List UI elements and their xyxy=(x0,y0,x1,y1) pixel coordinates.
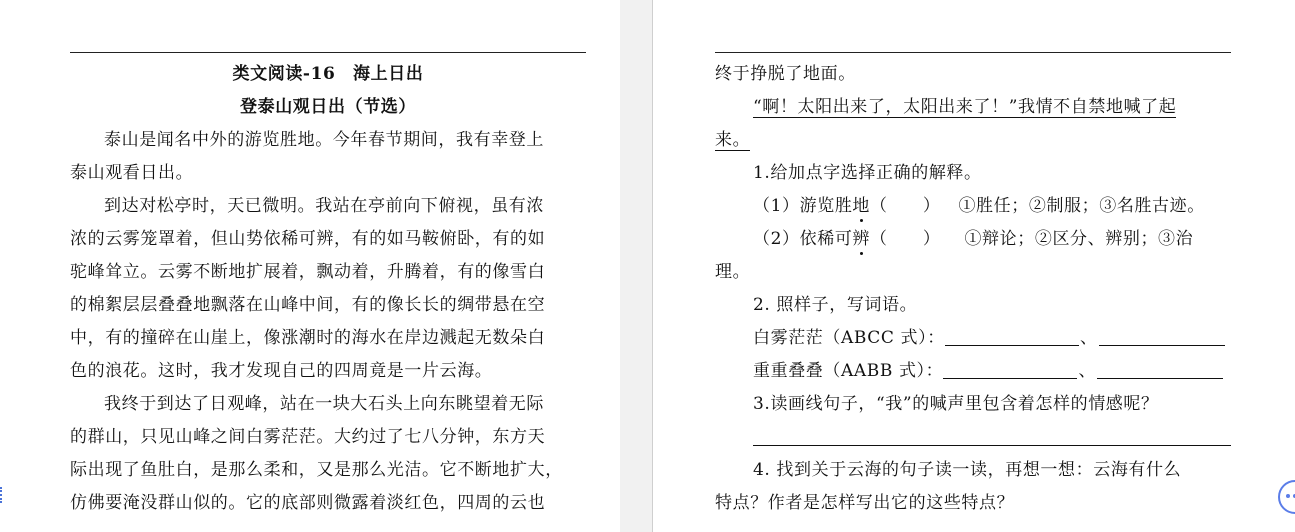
question-1: 1.给加点字选择正确的解释。 xyxy=(753,163,982,183)
answer-line[interactable] xyxy=(753,445,1231,446)
underlined-sentence xyxy=(715,91,1231,124)
answer-space xyxy=(715,421,1231,454)
dotted-character: 地 xyxy=(852,196,871,216)
passage-line: 到达对松亭时，天已微明。我站在亭前向下俯视，虽有浓 xyxy=(104,196,544,216)
question-4-continued: 特点？作者是怎样写出它的这些特点？ xyxy=(715,493,1015,513)
left-page xyxy=(0,0,621,532)
passage-line: 色的浪花。这时，我才发现自己的四周竟是一片云海。 xyxy=(70,361,493,381)
question-4: 4. 找到关于云海的句子读一读，再想一想：云海有什么 xyxy=(753,460,1182,480)
passage-line: 中，有的撞碎在山崖上，像涨潮时的海水在岸边溅起无数朵白 xyxy=(70,328,546,348)
passage-line: 际出现了鱼肚白，是那么柔和，又是那么光洁。它不断地扩大， xyxy=(70,460,563,480)
right-page xyxy=(652,0,1295,532)
question-1-item-1 xyxy=(715,190,1231,223)
passage-line: 泰山是闻名中外的游览胜地。今年春节期间，我有幸登上 xyxy=(104,130,544,150)
item-options: ①辩论；②区分、辨别；③治 xyxy=(964,229,1194,249)
answer-blank[interactable] xyxy=(1097,360,1223,379)
item-label: 重重叠叠（AABB 式）： xyxy=(753,361,944,381)
dotted-character: 辨 xyxy=(852,229,871,249)
passage-line: 终于挣脱了地面。 xyxy=(715,64,856,84)
edge-marker xyxy=(0,487,6,503)
page-title: 类文阅读-16 海上日出 xyxy=(232,64,424,84)
item-options-continued: 理。 xyxy=(715,262,751,282)
underlined-text: 来。 xyxy=(715,130,751,150)
right-column xyxy=(715,58,1231,520)
separator: 、 xyxy=(1078,361,1097,381)
passage-title: 登泰山观日出（节选） xyxy=(240,97,416,117)
separator: 、 xyxy=(1080,328,1098,348)
item-label: 白雾茫茫（ABCC 式）： xyxy=(753,328,945,348)
question-2: 2. 照样子，写词语。 xyxy=(753,295,918,315)
question-2-item-a xyxy=(715,322,1231,355)
passage-line: 泰山观看日出。 xyxy=(70,163,194,183)
passage-line: 的棉絮层层叠叠地飘落在山峰中间，有的像长长的绸带悬在空 xyxy=(70,295,546,315)
left-column xyxy=(70,58,586,520)
passage-line: 浓的云雾笼罩着，但山势依稀可辨，有的如马鞍俯卧，有的如 xyxy=(70,229,546,249)
question-3: 3.读画线句子，“我”的喊声里包含着怎样的情感呢？ xyxy=(753,394,1159,414)
item-options: ①胜任；②制服；③名胜古迹。 xyxy=(958,196,1205,216)
answer-blank[interactable] xyxy=(943,360,1077,379)
item-text: （2）依稀可 xyxy=(753,229,853,249)
passage-line: 驼峰耸立。云雾不断地扩展着，飘动着，升腾着，有的像雪白 xyxy=(70,262,546,282)
page-gutter xyxy=(620,0,652,532)
question-2-item-b xyxy=(715,355,1231,388)
passage-line: 我终于到达了日观峰，站在一块大石头上向东眺望着无际 xyxy=(104,394,544,414)
passage-line: 的群山，只见山峰之间白雾茫茫。大约过了七八分钟，东方天 xyxy=(70,427,546,447)
question-1-item-2 xyxy=(715,223,1231,256)
header-rule xyxy=(715,52,1231,53)
answer-paren[interactable]: （ ） xyxy=(870,196,941,216)
item-text: （1）游览胜 xyxy=(753,196,853,216)
underlined-sentence-end xyxy=(715,124,1231,157)
answer-blank[interactable] xyxy=(1099,327,1225,346)
answer-blank[interactable] xyxy=(945,327,1079,346)
answer-paren[interactable]: （ ） xyxy=(870,229,941,249)
passage-line: 仿佛要淹没群山似的。它的底部则微露着淡红色，四周的云也 xyxy=(70,493,546,513)
underlined-text: “啊！太阳出来了，太阳出来了！”我情不自禁地喊了起 xyxy=(753,97,1177,117)
header-rule xyxy=(70,52,586,53)
